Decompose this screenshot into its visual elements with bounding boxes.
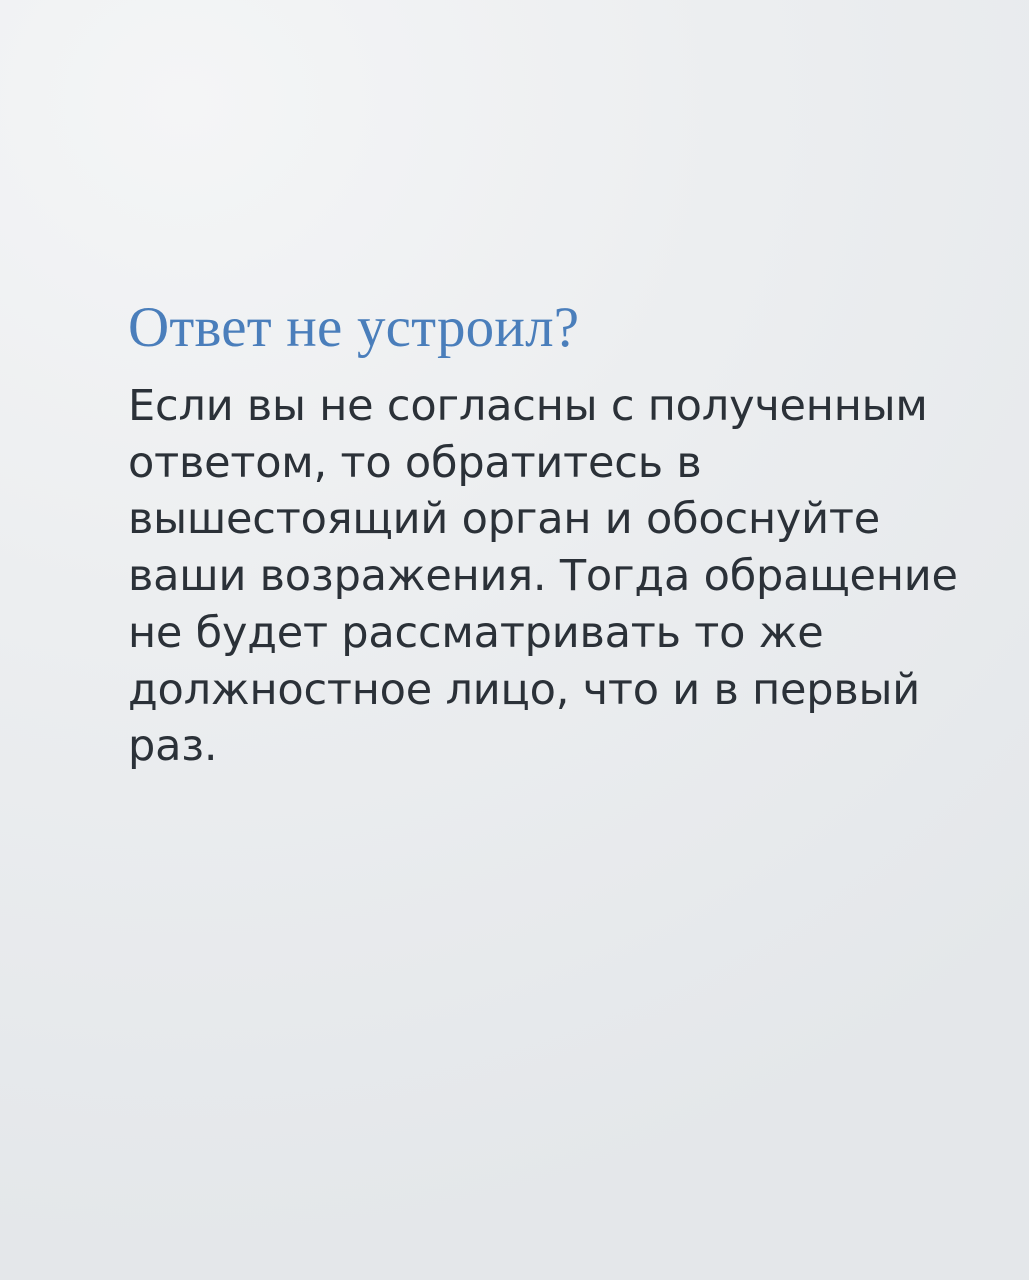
page-title: Ответ не устроил?	[128, 296, 580, 359]
text-block	[128, 296, 958, 775]
body-paragraph: Если вы не согласны с полученным ответом, то обратитесь в вышестоящий орган и обоснуйте ваши возражения. Тогда обращение не будет рассматривать то же должностное лицо, что и в первый раз.	[128, 380, 958, 772]
